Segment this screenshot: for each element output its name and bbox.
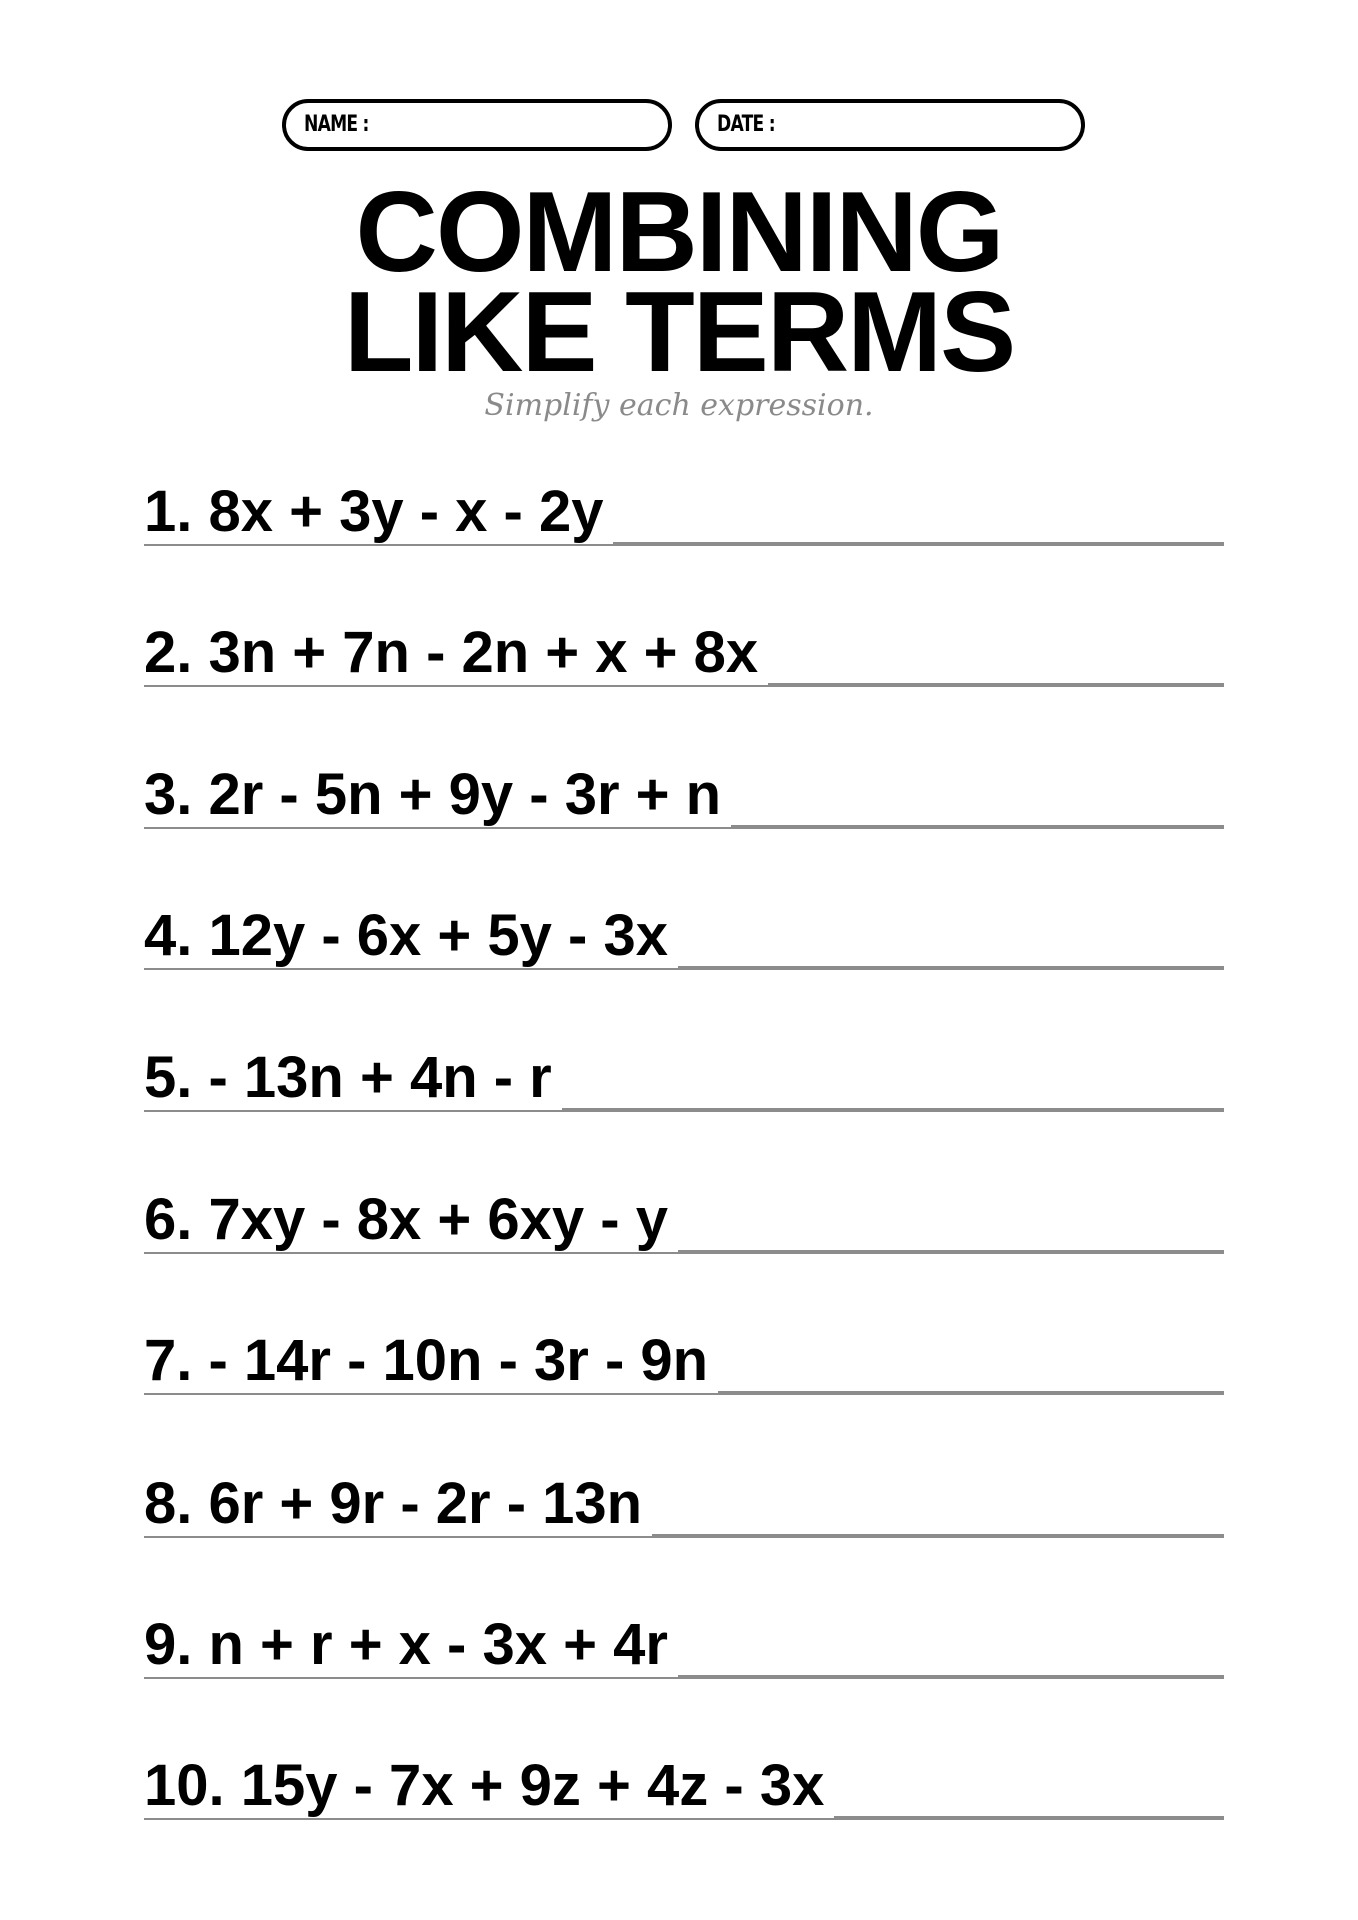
problem-item: [144, 1472, 1224, 1542]
name-label: NAME :: [304, 112, 369, 137]
problem-item: [144, 1329, 1224, 1399]
problem-item: [144, 1188, 1224, 1258]
problem-text: 8. 6r + 9r - 2r - 13n: [144, 1472, 652, 1536]
student-info-row: [282, 99, 1082, 149]
problem-text: 6. 7xy - 8x + 6xy - y: [144, 1188, 678, 1252]
problem-item: [144, 621, 1224, 691]
problem-item: [144, 1613, 1224, 1683]
date-field[interactable]: [695, 99, 1085, 151]
title-line-2: LIKE TERMS: [343, 269, 1015, 396]
problem-text: 9. n + r + x - 3x + 4r: [144, 1613, 678, 1677]
problem-text: 7. - 14r - 10n - 3r - 9n: [144, 1329, 718, 1393]
date-label: DATE :: [717, 112, 775, 137]
name-field[interactable]: [282, 99, 672, 151]
title-line-1: COMBINING: [355, 169, 1003, 296]
problem-text: 10. 15y - 7x + 9z + 4z - 3x: [144, 1754, 834, 1818]
problem-text: 2. 3n + 7n - 2n + x + 8x: [144, 621, 768, 685]
problem-item: [144, 480, 1224, 550]
problem-item: [144, 1046, 1224, 1116]
problem-text: 3. 2r - 5n + 9y - 3r + n: [144, 763, 731, 827]
problem-text: 5. - 13n + 4n - r: [144, 1046, 562, 1110]
problem-item: [144, 1754, 1224, 1824]
problem-item: [144, 763, 1224, 833]
problem-text: 1. 8x + 3y - x - 2y: [144, 480, 613, 544]
problem-item: [144, 904, 1224, 974]
problem-text: 4. 12y - 6x + 5y - 3x: [144, 904, 678, 968]
instructions-subtitle: Simplify each expression.: [484, 388, 874, 423]
